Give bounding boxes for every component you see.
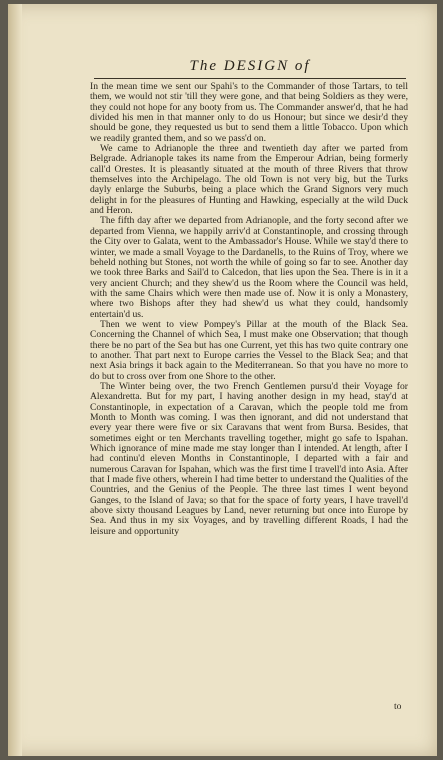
paragraph-2: We came to Adrianople the three and twentieth day after we parted from Belgrade. Adrianople takes its name from the Emperour Adrian, being formerly call'd Orestes. It is pleasantly situated at the mouth of three Rivers that throw themselves into the Archipelago. The old Town is not very big, but the Turks dayly enlarge the Suburbs, being a place which the Grand Signors very much delight in for the pleasures of Hunting and Hawking, especially at the wild Duck and Heron. — [90, 143, 408, 217]
paragraph-3: The fifth day after we departed from Adrianople, and the forty second after we departed from Vienna, we happily arriv'd at Constantinople, and crossing through the City over to Galata, went to the Ambassador's House. While we stay'd there to winter, we made a small Voyage to the Dardanells, to the Ruins of Troy, where we beheld nothing but Stones, not worth the while of going so far to see. Another day we took three Barks and Sail'd to Calcedon, that lies upon the Sea. There is in it a very ancient Church; and they shew'd us the Room where the Council was held, with the same Chairs which were then made use of. Now it is only a Monastery, where two Bishops after they had shew'd us what they could, handsomly entertain'd us. — [90, 215, 408, 320]
paragraph-5: The Winter being over, the two French Gentlemen pursu'd their Voyage for Alexandretta. But for my part, I having another design in my head, stay'd at Constantinople, in expectation of a Caravan, which the people told me from Month to Month was coming. I was then ignorant, and did not understand that every year there were five or six Caravans that went from Bursa. Besides, that sometimes eight or ten Merchants travelling together, might go safe to Ispahan. Which ignorance of mine made me stay longer than I intended. At length, after I had continu'd eleven Months in Constantinople, I departed with a fair and numerous Caravan for Ispahan, which was the first time I travell'd into Asia. After that I made five others, wherein I had time better to understand the Qualities of the Countries, and the Genius of the People. The three last times I went beyond Ganges, to the Island of Java; so that for the space of forty years, I have travell'd above sixty thousand Leagues by Land, never returning but once into Europe by Sea. And thus in my six Voyages, and by travelling different Roads, I had the leisure and opportunity — [90, 380, 408, 537]
paragraph-1: In the mean time we sent our Spahi's to the Commander of those Tartars, to tell them, we would not stir 'till they were gone, and that being Soldiers as they were, they could not hope for any booty from us. The Commander answer'd, that he had divided his men in that manner only to do us Honour; but since we desir'd they should be gone, they requested us but to send them a little Tobacco. Upon which we readily granted them, and so we pass'd on. — [90, 81, 408, 144]
page-gutter — [8, 4, 22, 756]
paragraph-4: Then we went to view Pompey's Pillar at the mouth of the Black Sea. Concerning the Channel of which Sea, I must make one Observation; that though there be no part of the Sea but has one Current, yet this has two quite contrary one to another. That part next to Europe carries the Vessel to the Black Sea; and that next Asia brings it back again to the Mediterranean. So that you have no more to do but to cross over from one Shore to the other. — [90, 318, 408, 382]
running-header — [94, 56, 406, 79]
body-text — [90, 82, 408, 537]
header-title: The DESIGN of — [189, 58, 311, 74]
book-page — [8, 4, 437, 756]
catchword: to — [394, 701, 402, 712]
